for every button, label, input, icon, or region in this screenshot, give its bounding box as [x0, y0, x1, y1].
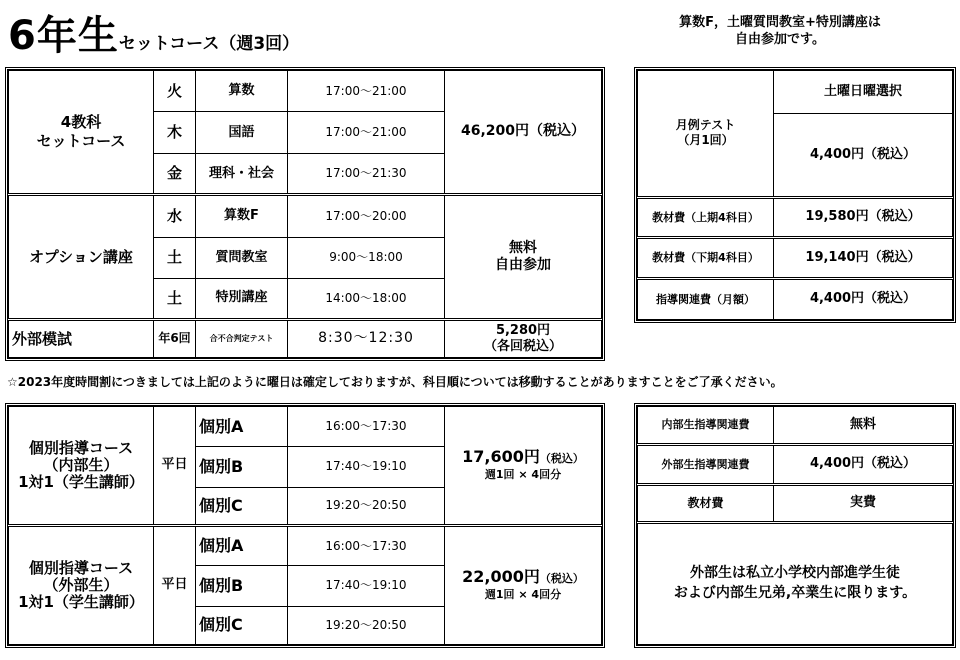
time-cell: 16:00～17:30: [288, 525, 445, 565]
external-course-name: 個別指導コース （外部生） 1対1（学生講師）: [9, 525, 154, 644]
day-cell: 土: [154, 237, 196, 278]
header-note: 算数F，土曜質問教室+特別講座は 自由参加です。: [679, 15, 881, 47]
individual-label: 個別C: [196, 487, 288, 525]
four-subject-name: 4教科 セットコース: [9, 71, 154, 195]
fee-label: 教材費（上期4科目）: [638, 197, 774, 238]
time-cell: 17:40～19:10: [288, 566, 445, 606]
individual-course-table: [5, 403, 605, 648]
course-subtitle: セットコース（週3回）: [118, 34, 300, 54]
external-price: 22,000円（税込） 週1回 × 4回分: [445, 525, 602, 644]
day-cell: 木: [154, 112, 196, 154]
subject-cell: 理科・社会: [196, 154, 288, 195]
subject-cell: 算数: [196, 71, 288, 112]
day-cell: 水: [154, 195, 196, 237]
option-course-name: オプション講座: [9, 195, 154, 319]
day-cell: 土: [154, 278, 196, 319]
fee-label: 外部生指導関連費: [638, 445, 774, 485]
four-subject-price: 46,200円（税込）: [445, 71, 602, 195]
fee-label: 指導関連費（月額）: [638, 279, 774, 320]
fee-price: 19,580円（税込）: [774, 197, 953, 238]
mock-exam-time: 8:30～12:30: [288, 319, 445, 357]
individual-label: 個別C: [196, 606, 288, 644]
time-cell: 14:00～18:00: [288, 278, 445, 319]
internal-price: 17,600円（税込） 週1回 × 4回分: [445, 407, 602, 526]
fee-price: 4,400円（税込）: [774, 279, 953, 320]
fees-table: [634, 67, 956, 323]
time-cell: 17:00～20:00: [288, 195, 445, 237]
mock-exam-frequency: 年6回: [154, 319, 196, 357]
day-cell: 火: [154, 71, 196, 112]
individual-label: 個別B: [196, 447, 288, 487]
fee-value: 4,400円（税込）: [774, 445, 953, 485]
fee-value: 無料: [774, 407, 953, 445]
monthly-test-price: 4,400円（税込）: [774, 113, 953, 197]
schedule-notice: ☆2023年度時間割につきましては上記のように曜日は確定しておりますが、科目順については移動することがありますことをご了承ください。: [7, 375, 783, 389]
external-student-note: 外部生は私立小学校内部進学生徒 および内部生兄弟,卒業生に限ります。: [638, 523, 953, 645]
option-price: 無料 自由参加: [445, 195, 602, 319]
fee-price: 19,140円（税込）: [774, 238, 953, 279]
fee-label: 教材費（下期4科目）: [638, 238, 774, 279]
time-cell: 17:40～19:10: [288, 447, 445, 487]
subject-cell: 質問教室: [196, 237, 288, 278]
fee-label: 内部生指導関連費: [638, 407, 774, 445]
time-cell: 17:00～21:30: [288, 154, 445, 195]
individual-label: 個別B: [196, 566, 288, 606]
internal-course-name: 個別指導コース （内部生） 1対1（学生講師）: [9, 407, 154, 526]
fee-label: 教材費: [638, 485, 774, 523]
page-title: [8, 4, 299, 61]
external-days: 平日: [154, 525, 196, 644]
mock-exam-subject: 合不合判定テスト: [196, 319, 288, 357]
time-cell: 16:00～17:30: [288, 407, 445, 447]
internal-days: 平日: [154, 407, 196, 526]
time-cell: 17:00～21:00: [288, 71, 445, 112]
time-cell: 19:20～20:50: [288, 606, 445, 644]
set-course-table: [5, 67, 605, 361]
monthly-test-label: 月例テスト （月1回）: [638, 71, 774, 198]
subject-cell: 算数F: [196, 195, 288, 237]
time-cell: 9:00～18:00: [288, 237, 445, 278]
time-cell: 17:00～21:00: [288, 112, 445, 154]
saturday-header: 土曜日曜選択: [774, 71, 953, 114]
day-cell: 金: [154, 154, 196, 195]
grade-title: 6年生: [8, 13, 119, 59]
individual-label: 個別A: [196, 525, 288, 565]
mock-exam-price: 5,280円 （各回税込）: [445, 319, 602, 357]
time-cell: 19:20～20:50: [288, 487, 445, 525]
subject-cell: 特別講座: [196, 278, 288, 319]
mock-exam-name: 外部模試: [9, 319, 154, 357]
subject-cell: 国語: [196, 112, 288, 154]
individual-fees-table: [634, 403, 956, 648]
fee-value: 実費: [774, 485, 953, 523]
individual-label: 個別A: [196, 407, 288, 447]
